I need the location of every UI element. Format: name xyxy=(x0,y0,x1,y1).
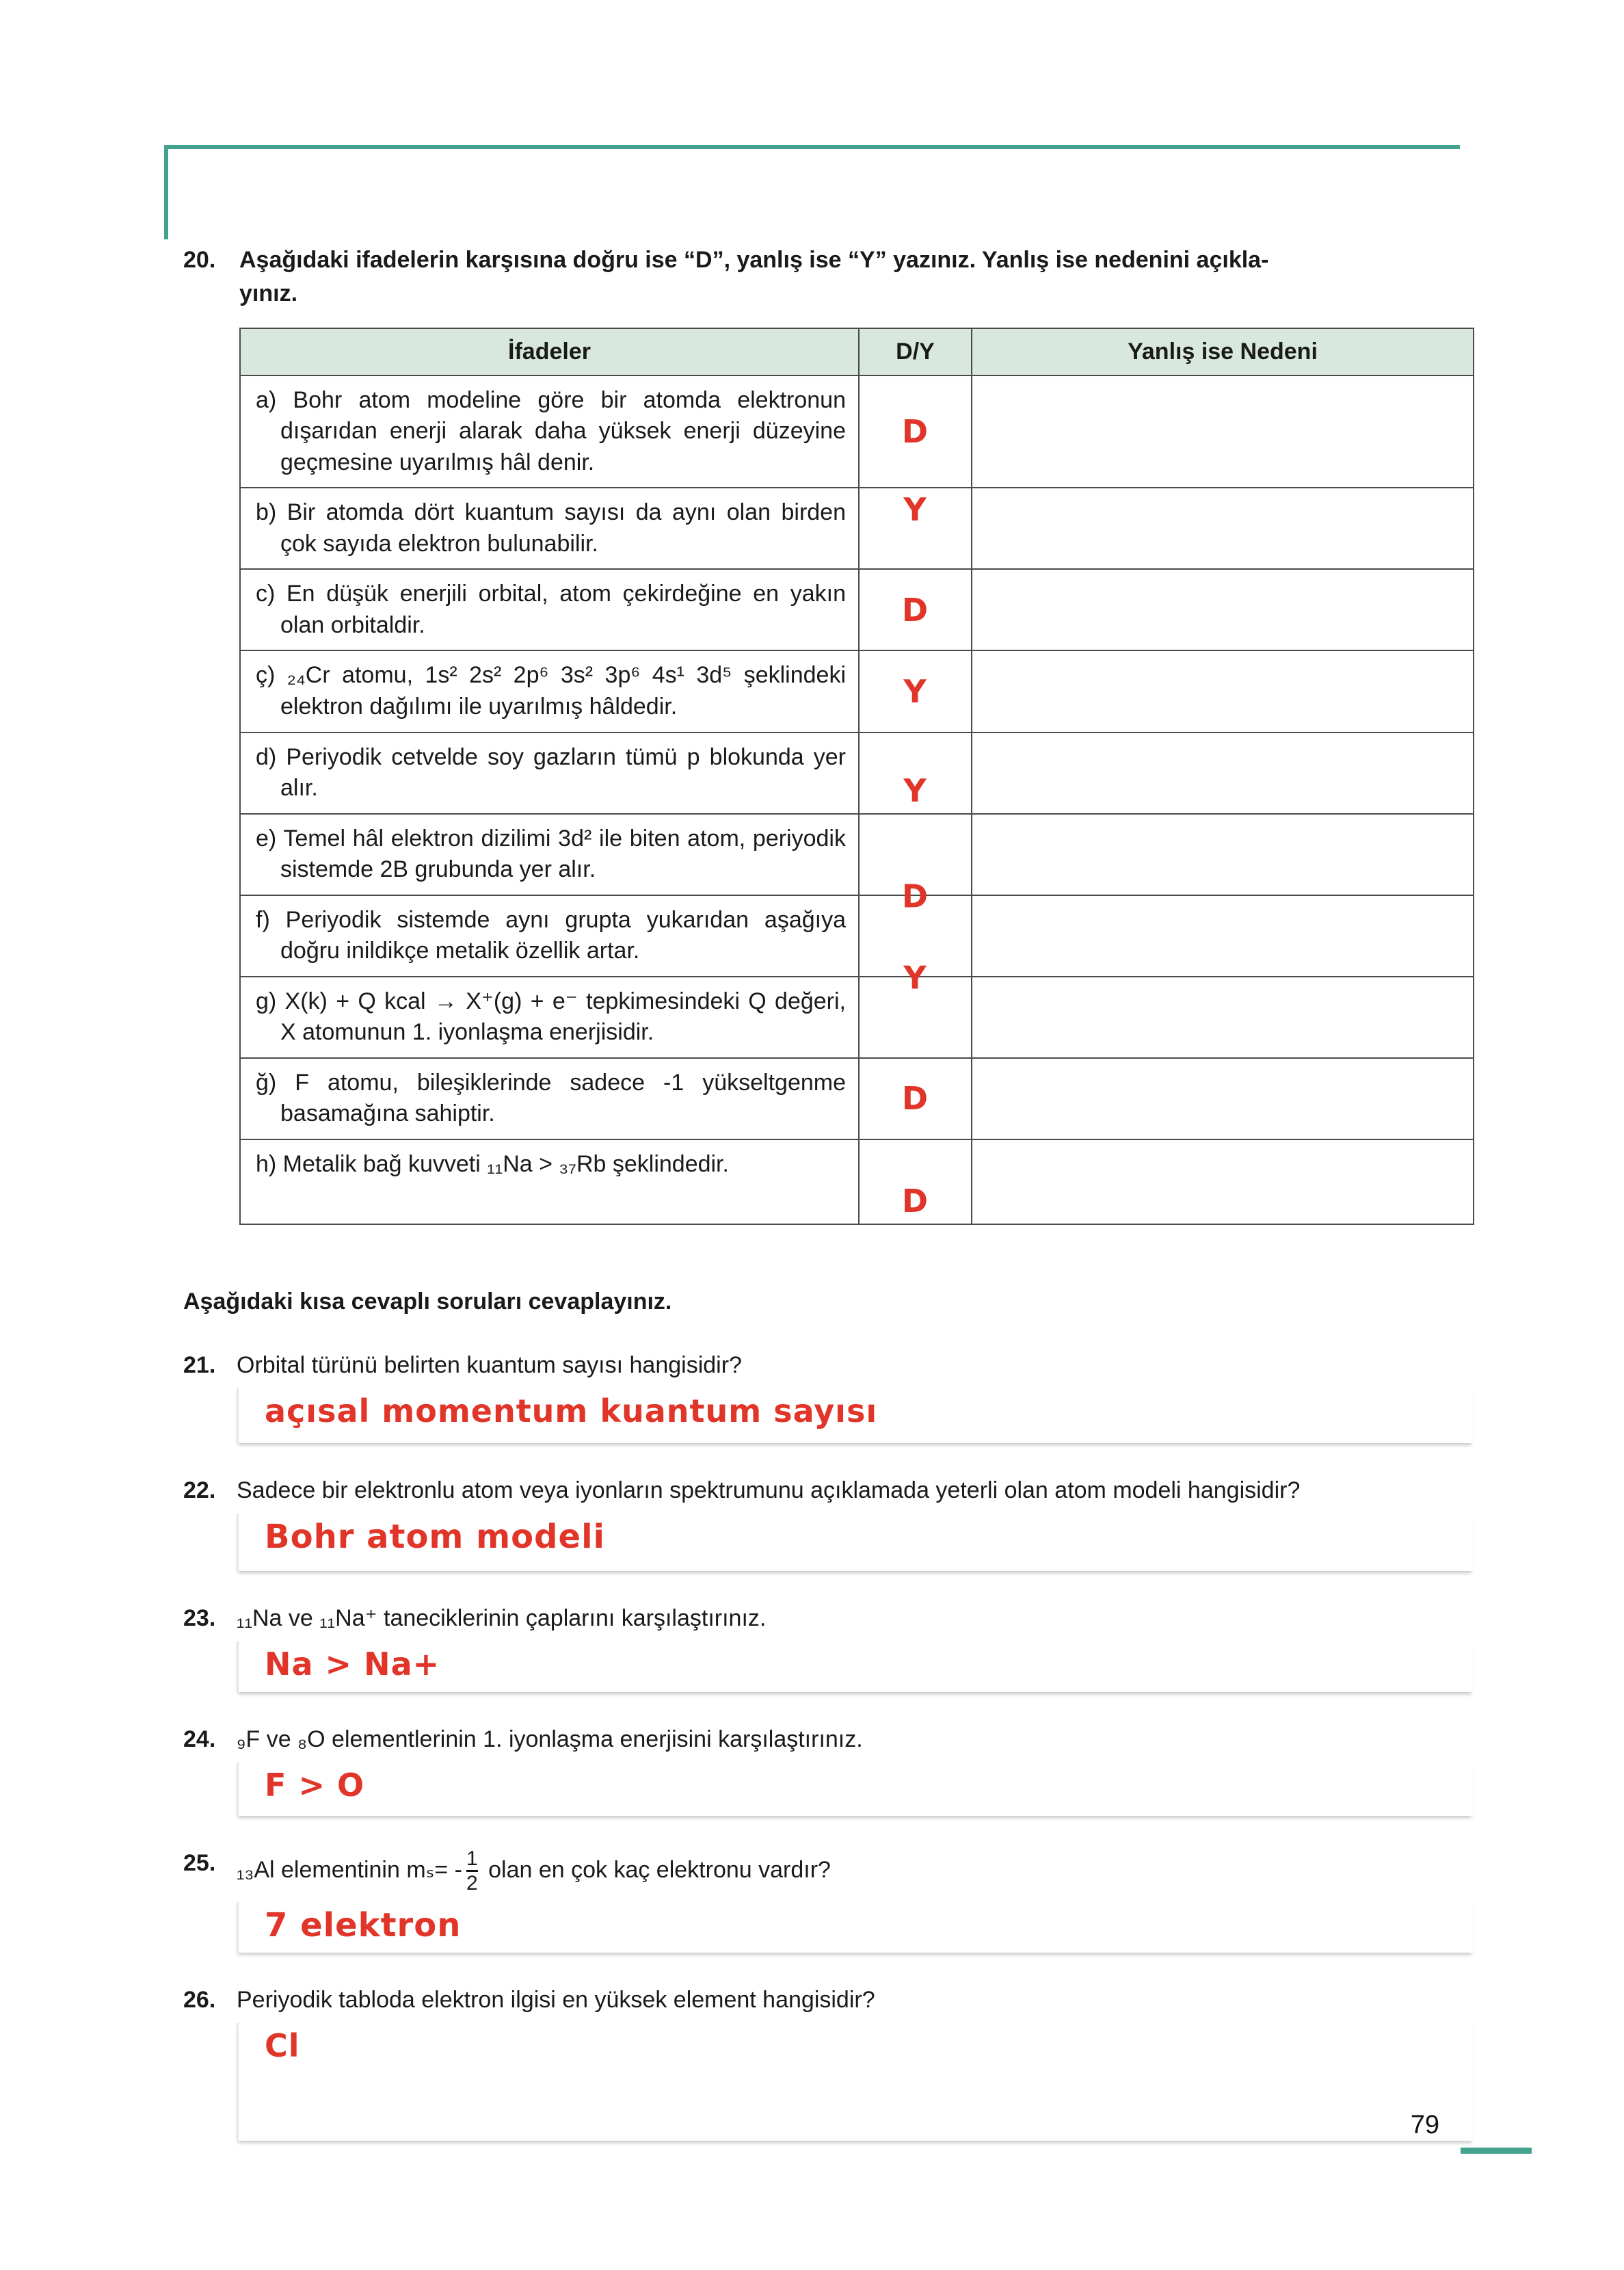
dy-cell-a xyxy=(859,375,972,488)
question-25-text xyxy=(237,1847,1606,1895)
handwritten-answer-26: Cl xyxy=(265,2027,300,2064)
question-24-number: 24. xyxy=(183,1726,216,1752)
question-25-line xyxy=(183,1847,1606,1895)
question-21 xyxy=(183,1349,1606,1443)
reason-cell-h xyxy=(972,1139,1474,1224)
col-header-dy: D/Y xyxy=(859,328,972,375)
handwritten-answer-gg: D xyxy=(901,1080,929,1118)
question-26-text: Periyodik tabloda elektron ilgisi en yüksek element hangisidir? xyxy=(237,1986,875,2013)
reason-cell-f xyxy=(972,895,1474,977)
table-row-a xyxy=(240,375,1474,488)
table-row-g xyxy=(240,977,1474,1058)
answer-area-24 xyxy=(237,1763,1473,1816)
question-22-line xyxy=(183,1475,1606,1507)
question-20-number: 20. xyxy=(183,247,216,273)
question-25-text-suffix: olan en çok kaç elektronu vardır? xyxy=(481,1856,831,1883)
dy-cell-c xyxy=(859,569,972,650)
question-26-line xyxy=(183,1984,1606,2016)
table-row-f xyxy=(240,895,1474,977)
fraction-denominator: 2 xyxy=(466,1870,478,1895)
reason-cell-c xyxy=(972,569,1474,650)
table-header-row xyxy=(240,328,1474,375)
handwritten-answer-e: D xyxy=(901,877,929,915)
question-21-number: 21. xyxy=(183,1351,216,1378)
statement-f: f) Periyodik sistemde aynı grupta yukarıdan aşağıya doğru inildikçe metalik özellik artar. xyxy=(240,895,859,977)
reason-cell-a xyxy=(972,375,1474,488)
statement-gg: ğ) F atomu, bileşiklerinde sadece -1 yükseltgenme basamağına sahiptir. xyxy=(240,1058,859,1139)
answer-area-25 xyxy=(237,1902,1473,1953)
handwritten-answer-f: Y xyxy=(903,959,927,997)
top-accent-line xyxy=(164,145,1460,149)
handwritten-answer-c: D xyxy=(901,591,929,629)
statement-d: d) Periyodik cetvelde soy gazların tümü p blokunda yer alır. xyxy=(240,733,859,814)
reason-cell-cc xyxy=(972,650,1474,732)
statement-a: a) Bohr atom modeline göre bir atomda elektronun dışarıdan enerji alarak daha yüksek enerji düzeyine geçmesine uyarılmış hâl denir. xyxy=(240,375,859,488)
table-row-c xyxy=(240,569,1474,650)
dy-cell-b xyxy=(859,488,972,569)
col-header-reason: Yanlış ise Nedeni xyxy=(972,328,1474,375)
table-row-b xyxy=(240,488,1474,569)
statement-e: e) Temel hâl elektron dizilimi 3d² ile biten atom, periyodik sistemde 2B grubunda yer alır. xyxy=(240,814,859,895)
answer-area-23 xyxy=(237,1641,1473,1692)
dy-cell-d xyxy=(859,733,972,814)
question-22-text: Sadece bir elektronlu atom veya iyonların spektrumunu açıklamada yeterli olan atom modeli hangisidir? xyxy=(237,1477,1301,1503)
statement-g: g) X(k) + Q kcal → X⁺(g) + e⁻ tepkimesindeki Q değeri, X atomunun 1. iyonlaşma enerjisidir. xyxy=(240,977,859,1058)
question-22-number: 22. xyxy=(183,1477,216,1503)
handwritten-answer-21: açısal momentum kuantum sayısı xyxy=(265,1392,878,1429)
table-row-d xyxy=(240,733,1474,814)
dy-cell-gg xyxy=(859,1058,972,1139)
answer-area-22 xyxy=(237,1514,1473,1571)
short-answer-heading: Aşağıdaki kısa cevaplı soruları cevaplayınız. xyxy=(183,1288,672,1315)
question-20-text-line2: yınız. xyxy=(239,280,298,307)
table-row-cc xyxy=(240,650,1474,732)
question-21-text: Orbital türünü belirten kuantum sayısı hangisidir? xyxy=(237,1351,742,1378)
page-content xyxy=(183,243,1606,2141)
footer-accent-bar xyxy=(1461,2148,1532,2154)
question-20-text xyxy=(239,243,1268,311)
statement-h: h) Metalik bağ kuvveti ₁₁Na > ₃₇Rb şeklindedir. xyxy=(240,1139,859,1224)
answer-area-26 xyxy=(237,2023,1473,2141)
reason-cell-b xyxy=(972,488,1474,569)
col-header-statements: İfadeler xyxy=(240,328,859,375)
handwritten-answer-25: 7 elektron xyxy=(265,1905,462,1944)
table-row-e xyxy=(240,814,1474,895)
dy-cell-cc xyxy=(859,650,972,732)
question-24 xyxy=(183,1724,1606,1816)
handwritten-answer-cc: Y xyxy=(903,672,927,710)
left-accent-line xyxy=(164,145,168,239)
reason-cell-e xyxy=(972,814,1474,895)
question-23-text: ₁₁Na ve ₁₁Na⁺ taneciklerinin çaplarını karşılaştırınız. xyxy=(237,1605,767,1631)
question-24-line xyxy=(183,1724,1606,1756)
question-21-line xyxy=(183,1349,1606,1382)
question-25-number: 25. xyxy=(183,1849,216,1876)
reason-cell-g xyxy=(972,977,1474,1058)
handwritten-answer-23: Na > Na+ xyxy=(265,1645,440,1682)
question-23-line xyxy=(183,1602,1606,1635)
handwritten-answer-22: Bohr atom modeli xyxy=(265,1517,605,1556)
question-23 xyxy=(183,1602,1606,1692)
question-20-heading xyxy=(183,243,1606,311)
dy-cell-e xyxy=(859,814,972,915)
handwritten-answer-b: Y xyxy=(903,491,927,529)
handwritten-answer-24: F > O xyxy=(265,1766,365,1804)
page-number: 79 xyxy=(1410,2111,1439,2139)
handwritten-answer-d: Y xyxy=(903,771,927,809)
question-23-number: 23. xyxy=(183,1605,216,1631)
question-25-text-prefix: ₁₃Al elementinin mₛ= - xyxy=(237,1856,462,1883)
reason-cell-gg xyxy=(972,1058,1474,1139)
table-row-h xyxy=(240,1139,1474,1224)
question-22 xyxy=(183,1475,1606,1571)
statement-cc: ç) ₂₄Cr atomu, 1s² 2s² 2p⁶ 3s² 3p⁶ 4s¹ 3d⁵ şeklindeki elektron dağılımı ile uyarılmış hâldedir. xyxy=(240,650,859,732)
fraction-one-half xyxy=(466,1847,478,1895)
table-row-gg xyxy=(240,1058,1474,1139)
handwritten-answer-a: D xyxy=(901,412,929,450)
handwritten-answer-h: D xyxy=(901,1182,929,1219)
true-false-table xyxy=(239,328,1474,1225)
fraction-numerator: 1 xyxy=(466,1847,478,1870)
question-26-number: 26. xyxy=(183,1986,216,2013)
question-24-text: ₉F ve ₈O elementlerinin 1. iyonlaşma enerjisini karşılaştırınız. xyxy=(237,1726,863,1752)
statement-c: c) En düşük enerjili orbital, atom çekirdeğine en yakın olan orbitaldir. xyxy=(240,569,859,650)
answer-area-21 xyxy=(237,1388,1473,1443)
question-20-text-line1: Aşağıdaki ifadelerin karşısına doğru ise “D”, yanlış ise “Y” yazınız. Yanlış ise nedenini açıkla- xyxy=(239,247,1269,273)
reason-cell-d xyxy=(972,733,1474,814)
question-25 xyxy=(183,1847,1606,1953)
statement-b: b) Bir atomda dört kuantum sayısı da aynı olan birden çok sayıda elektron bulunabilir. xyxy=(240,488,859,569)
dy-cell-h xyxy=(859,1139,972,1224)
